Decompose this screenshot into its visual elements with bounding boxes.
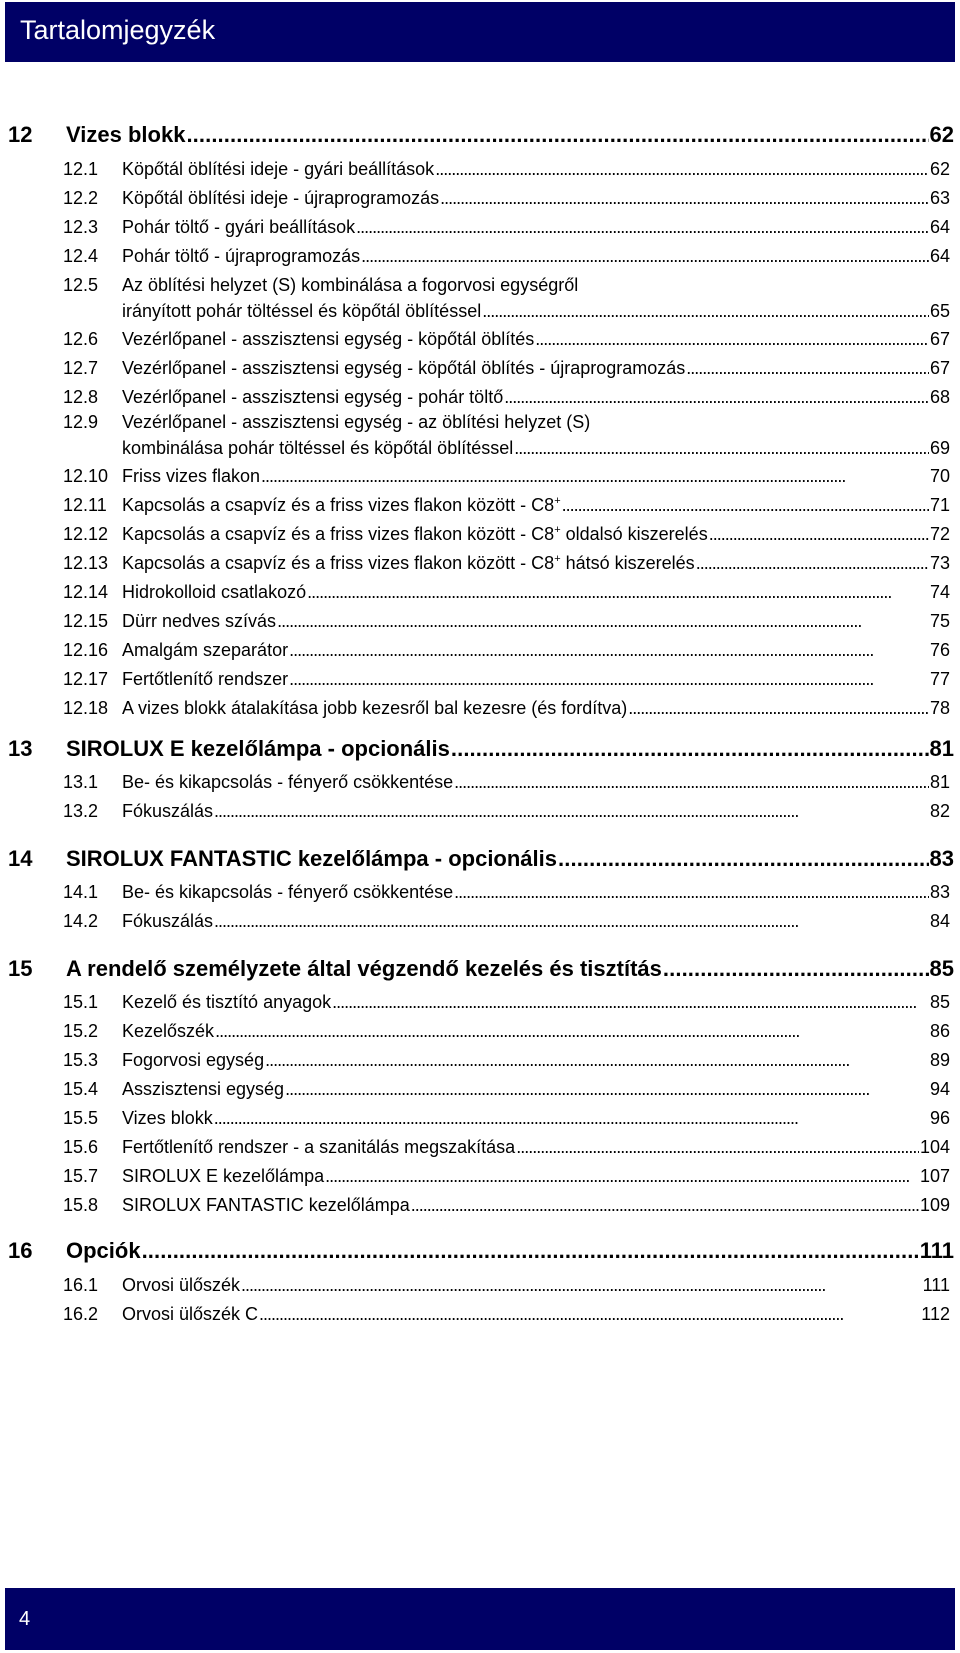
entry-number: 12.16 <box>63 640 109 660</box>
entry-title-wrap <box>122 669 288 690</box>
dot-leader <box>215 1021 929 1042</box>
entry-title: Be- és kikapcsolás - fényerő csökkentése <box>122 882 454 902</box>
chapter-number: 15 <box>8 956 33 981</box>
entry-number: 12.10 <box>63 466 109 486</box>
chapter-title: Vizes blokk <box>66 122 186 147</box>
dot-leader <box>454 772 929 793</box>
entry-title-wrap <box>122 1021 214 1042</box>
entry-title: Orvosi ülőszék <box>122 1275 241 1295</box>
entry-page: 82 <box>929 801 950 821</box>
entry-title-wrap <box>122 1137 515 1158</box>
toc-chapter[interactable] <box>4 734 954 766</box>
entry-number: 15.5 <box>63 1108 99 1128</box>
entry-number: 12.4 <box>63 246 99 266</box>
chapter-page: 62 <box>929 122 954 147</box>
entry-title: Kapcsolás a csapvíz és a friss vizes flakon között - C8 <box>122 553 555 573</box>
entry-title-wrap <box>122 438 513 459</box>
entry-title: irányított pohár töltéssel és köpőtál öblítéssel <box>122 301 482 321</box>
dot-leader <box>451 736 929 762</box>
entry-page: 111 <box>922 1275 950 1295</box>
toc-entry[interactable] <box>0 273 950 321</box>
entry-title: Köpőtál öblítési ideje - gyári beállítások <box>122 159 435 179</box>
entry-number: 12.15 <box>63 611 109 631</box>
dot-leader <box>356 217 929 238</box>
entry-title-wrap <box>122 358 685 379</box>
toc-chapter[interactable] <box>4 844 954 876</box>
entry-page: 89 <box>929 1050 950 1070</box>
entry-number: 15.3 <box>63 1050 99 1070</box>
dot-leader <box>628 698 929 719</box>
entry-title-wrap <box>122 524 708 545</box>
dot-leader <box>265 1050 929 1071</box>
toc-entry[interactable] <box>0 1019 950 1045</box>
entry-page: 85 <box>929 992 950 1012</box>
entry-number: 12.14 <box>63 582 109 602</box>
entry-title-wrap <box>122 1108 213 1129</box>
entry-number: 12.7 <box>63 358 99 378</box>
dot-leader <box>186 122 928 148</box>
chapter-page: 81 <box>929 736 954 761</box>
entry-number: 12.2 <box>63 188 99 208</box>
dot-leader <box>325 1166 919 1187</box>
entry-title: Be- és kikapcsolás - fényerő csökkentése <box>122 772 454 792</box>
entry-number: 12.5 <box>63 275 99 295</box>
toc-entry[interactable] <box>0 522 950 548</box>
toc-entry[interactable] <box>0 244 950 270</box>
toc-entry[interactable] <box>0 580 950 606</box>
chapter-title: Opciók <box>66 1238 141 1263</box>
entry-page: 70 <box>929 466 950 486</box>
toc-entry[interactable] <box>0 1302 950 1328</box>
toc-entry[interactable] <box>0 696 950 722</box>
entry-title: Kezelőszék <box>122 1021 215 1041</box>
toc-entry[interactable] <box>0 327 950 353</box>
entry-page: 64 <box>929 217 950 237</box>
entry-title-wrap <box>122 582 306 603</box>
entry-page: 77 <box>929 669 950 689</box>
entry-title-wrap <box>122 772 453 793</box>
entry-page: 107 <box>919 1166 950 1186</box>
entry-page: 69 <box>929 438 950 458</box>
dot-leader <box>289 669 929 690</box>
entry-number: 15.7 <box>63 1166 99 1186</box>
entry-number: 12.1 <box>63 159 99 179</box>
toc-entry[interactable] <box>0 1077 950 1103</box>
entry-title: Fertőtlenítő rendszer - a szanitálás megszakítása <box>122 1137 516 1157</box>
toc-entry[interactable] <box>0 799 950 825</box>
entry-title: Vezérlőpanel - asszisztensi egység - köpőtál öblítés <box>122 329 535 349</box>
entry-page: 76 <box>929 640 950 660</box>
dot-leader <box>259 1304 920 1325</box>
entry-page: 83 <box>929 882 950 902</box>
entry-title-wrap <box>122 1304 258 1325</box>
entry-title: Köpőtál öblítési ideje - újraprogramozás <box>122 188 440 208</box>
chapter-number: 13 <box>8 736 33 761</box>
dot-leader <box>535 329 929 350</box>
entry-title-wrap <box>122 992 331 1013</box>
toc-chapter[interactable] <box>4 120 954 152</box>
chapter-title: A rendelő személyzete által végzendő kezelés és tisztítás <box>66 956 662 981</box>
entry-title: Pohár töltő - újraprogramozás <box>122 246 361 266</box>
entry-number: 14.1 <box>63 882 99 902</box>
entry-number: 13.1 <box>63 772 99 792</box>
entry-number: 12.11 <box>63 495 107 515</box>
entry-title-wrap <box>122 553 695 574</box>
toc-chapter[interactable] <box>4 1236 954 1268</box>
dot-leader <box>435 159 929 180</box>
entry-title: SIROLUX FANTASTIC kezelőlámpa <box>122 1195 410 1215</box>
toc-chapter[interactable] <box>4 954 954 986</box>
dot-leader <box>558 846 929 872</box>
entry-title-line1: Az öblítési helyzet (S) kombinálása a fogorvosi egységről <box>122 275 579 295</box>
entry-number: 15.1 <box>63 992 99 1012</box>
entry-title-wrap <box>122 217 355 238</box>
page-title: Tartalomjegyzék <box>20 15 216 45</box>
toc-entry[interactable] <box>0 186 950 212</box>
chapter-title: SIROLUX FANTASTIC kezelőlámpa - opcionális <box>66 846 558 871</box>
page-number: 4 <box>19 1608 31 1630</box>
dot-leader <box>482 301 929 322</box>
entry-title: Kapcsolás a csapvíz és a friss vizes flakon között - C8 <box>122 495 555 515</box>
entry-page: 81 <box>929 772 950 792</box>
entry-number: 15.4 <box>63 1079 99 1099</box>
chapter-page: 111 <box>919 1238 954 1263</box>
entry-number: 12.9 <box>63 412 99 432</box>
entry-title-wrap <box>122 801 213 822</box>
toc-entry[interactable] <box>0 880 950 906</box>
chapter-page: 83 <box>929 846 954 871</box>
entry-title-wrap <box>122 1275 240 1296</box>
entry-title-wrap <box>122 1166 324 1187</box>
entry-number: 12.6 <box>63 329 99 349</box>
entry-title-wrap <box>122 159 434 180</box>
entry-title: Fogorvosi egység <box>122 1050 265 1070</box>
dot-leader <box>686 358 929 379</box>
entry-page: 104 <box>919 1137 950 1157</box>
toc-entry[interactable] <box>0 551 950 577</box>
toc-entry[interactable] <box>0 1164 950 1190</box>
dot-leader <box>454 882 929 903</box>
superscript-plus: + <box>554 524 561 536</box>
entry-title-wrap <box>122 611 276 632</box>
dot-leader <box>214 911 929 932</box>
entry-number: 14.2 <box>63 911 99 931</box>
entry-page: 64 <box>929 246 950 266</box>
entry-title: Kezelő és tisztító anyagok <box>122 992 332 1012</box>
toc-entry[interactable] <box>0 770 950 796</box>
entry-number: 15.2 <box>63 1021 99 1041</box>
entry-title-wrap <box>122 188 439 209</box>
chapter-page: 85 <box>929 956 954 981</box>
entry-title-line1: Vezérlőpanel - asszisztensi egység - az öblítési helyzet (S) <box>122 412 591 432</box>
dot-leader <box>332 992 929 1013</box>
superscript-plus: + <box>554 495 561 507</box>
entry-number: 12.17 <box>63 669 109 689</box>
entry-title: Dürr nedves szívás <box>122 611 277 631</box>
entry-title-wrap <box>122 495 561 516</box>
entry-title: Orvosi ülőszék C <box>122 1304 259 1324</box>
toc-entry[interactable] <box>0 385 950 411</box>
entry-page: 67 <box>929 358 950 378</box>
entry-title: Fókuszálás <box>122 801 214 821</box>
entry-number: 16.2 <box>63 1304 99 1324</box>
entry-title-wrap <box>122 301 481 322</box>
entry-page: 67 <box>929 329 950 349</box>
toc-entry[interactable] <box>0 909 950 935</box>
entry-title-wrap <box>122 329 534 350</box>
dot-leader <box>289 640 929 661</box>
entry-title: Amalgám szeparátor <box>122 640 289 660</box>
dot-leader <box>709 524 929 545</box>
entry-title-wrap <box>122 246 360 267</box>
entry-page: 112 <box>921 1304 950 1324</box>
toc-entry[interactable] <box>0 990 950 1016</box>
toc-entry[interactable] <box>0 157 950 183</box>
toc-entry[interactable] <box>0 609 950 635</box>
entry-title-wrap <box>122 882 453 903</box>
dot-leader <box>504 387 929 408</box>
entry-number: 15.6 <box>63 1137 99 1157</box>
entry-page: 65 <box>929 301 950 321</box>
entry-page: 73 <box>929 553 950 573</box>
entry-page: 109 <box>919 1195 950 1215</box>
entry-number: 12.18 <box>63 698 109 718</box>
toc-entry[interactable] <box>0 1135 950 1161</box>
chapter-title: SIROLUX E kezelőlámpa - opcionális <box>66 736 450 761</box>
entry-page: 74 <box>929 582 950 602</box>
dot-leader <box>214 801 929 822</box>
entry-title-wrap <box>122 698 627 719</box>
dot-leader <box>307 582 929 603</box>
dot-leader <box>361 246 929 267</box>
toc-entry[interactable] <box>0 356 950 382</box>
entry-title-suffix: oldalsó kiszerelés <box>560 524 708 544</box>
dot-leader <box>142 1238 919 1264</box>
entry-number: 12.3 <box>63 217 99 237</box>
toc-entry[interactable] <box>0 667 950 693</box>
entry-title: Asszisztensi egység <box>122 1079 285 1099</box>
toc-entry[interactable] <box>0 215 950 241</box>
dot-leader <box>214 1108 929 1129</box>
toc-entry[interactable] <box>0 1273 950 1299</box>
entry-title: kombinálása pohár töltéssel és köpőtál öblítéssel <box>122 438 514 458</box>
toc-entry[interactable] <box>0 1193 950 1219</box>
entry-number: 16.1 <box>63 1275 99 1295</box>
entry-title: A vizes blokk átalakítása jobb kezesről bal kezesre (és fordítva) <box>122 698 628 718</box>
page-footer <box>5 1588 955 1650</box>
entry-title-wrap <box>122 1050 264 1071</box>
entry-number: 12.12 <box>63 524 109 544</box>
entry-title: Vezérlőpanel - asszisztensi egység - pohár töltő <box>122 387 504 407</box>
entry-page: 94 <box>929 1079 950 1099</box>
entry-title: Vizes blokk <box>122 1108 213 1128</box>
entry-number: 13.2 <box>63 801 99 821</box>
entry-title: Pohár töltő - gyári beállítások <box>122 217 356 237</box>
entry-page: 78 <box>929 698 950 718</box>
toc-entry[interactable] <box>0 410 950 458</box>
chapter-number: 16 <box>8 1238 33 1263</box>
dot-leader <box>285 1079 929 1100</box>
entry-page: 84 <box>929 911 950 931</box>
toc-entry[interactable] <box>0 1106 950 1132</box>
entry-title: Fókuszálás <box>122 911 214 931</box>
entry-title: Friss vizes flakon <box>122 466 261 486</box>
entry-page: 62 <box>929 159 950 179</box>
toc-entry[interactable] <box>0 493 950 519</box>
entry-page: 86 <box>929 1021 950 1041</box>
entry-page: 72 <box>929 524 950 544</box>
dot-leader <box>562 495 929 516</box>
entry-title: Hidrokolloid csatlakozó <box>122 582 307 602</box>
entry-title-wrap <box>122 466 260 487</box>
entry-title-wrap <box>122 911 213 932</box>
entry-title-suffix: hátsó kiszerelés <box>560 553 695 573</box>
chapter-number: 12 <box>8 122 33 147</box>
entry-page: 63 <box>929 188 950 208</box>
toc-entry[interactable] <box>0 1048 950 1074</box>
dot-leader <box>241 1275 922 1296</box>
entry-page: 96 <box>929 1108 950 1128</box>
dot-leader <box>277 611 929 632</box>
entry-title: SIROLUX E kezelőlámpa <box>122 1166 325 1186</box>
entry-title: Fertőtlenítő rendszer <box>122 669 289 689</box>
chapter-number: 14 <box>8 846 33 871</box>
entry-title-wrap <box>122 640 288 661</box>
dot-leader <box>514 438 929 459</box>
dot-leader <box>261 466 929 487</box>
entry-title-wrap <box>122 1195 410 1216</box>
entry-number: 12.8 <box>63 387 99 407</box>
entry-page: 68 <box>929 387 950 407</box>
entry-page: 75 <box>929 611 950 631</box>
toc-entry[interactable] <box>0 638 950 664</box>
dot-leader <box>411 1195 919 1216</box>
entry-title: Kapcsolás a csapvíz és a friss vizes flakon között - C8 <box>122 524 555 544</box>
dot-leader <box>440 188 929 209</box>
toc-entry[interactable] <box>0 464 950 490</box>
dot-leader <box>696 553 929 574</box>
entry-title-wrap <box>122 1079 284 1100</box>
entry-number: 15.8 <box>63 1195 99 1215</box>
superscript-plus: + <box>554 553 561 565</box>
dot-leader <box>663 956 929 982</box>
dot-leader <box>516 1137 919 1158</box>
entry-number: 12.13 <box>63 553 109 573</box>
entry-title: Vezérlőpanel - asszisztensi egység - köpőtál öblítés - újraprogramozás <box>122 358 686 378</box>
entry-page: 71 <box>929 495 950 515</box>
entry-title-wrap <box>122 387 503 408</box>
